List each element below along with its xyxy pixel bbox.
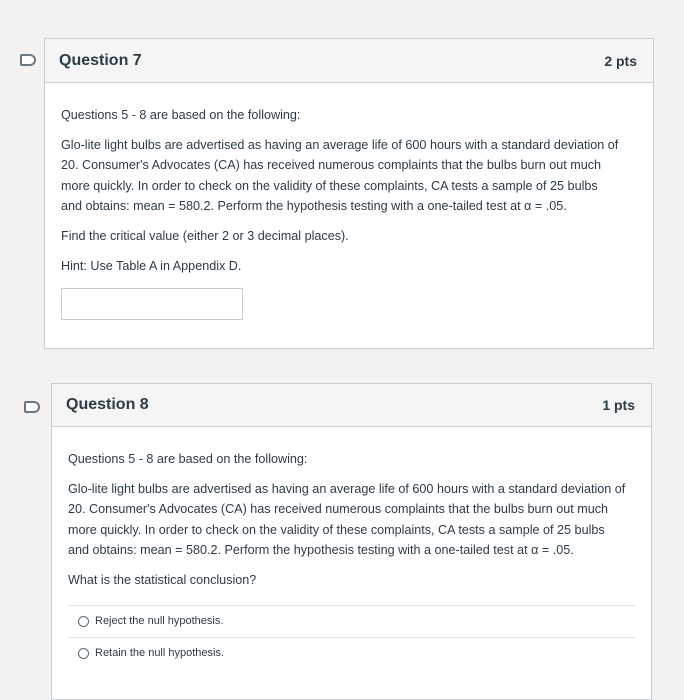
question-points: 2 pts xyxy=(604,52,637,69)
question-text-line: more quickly. In order to check on the validity of these complaints, CA tests a sample of 25 bulbs xyxy=(68,522,605,537)
flag-question-icon[interactable] xyxy=(24,401,40,413)
question-8-card xyxy=(51,383,652,700)
question-text-line: 20. Consumer's Advocates (CA) has received numerous complaints that the bulbs burn out much xyxy=(61,158,602,173)
question-points: 1 pts xyxy=(602,397,635,413)
answer-choice-reject[interactable] xyxy=(68,605,635,637)
question-prompt: Find the critical value (either 2 or 3 decimal places). xyxy=(61,228,349,243)
question-title: Question 7 xyxy=(59,51,142,69)
question-7-card xyxy=(44,38,654,349)
question-7-header xyxy=(45,39,653,83)
question-text-line: 20. Consumer's Advocates (CA) has received numerous complaints that the bulbs burn out much xyxy=(68,502,609,517)
question-prompt: What is the statistical conclusion? xyxy=(68,572,257,587)
question-title: Question 8 xyxy=(66,396,149,413)
question-8-header xyxy=(52,384,651,427)
question-text xyxy=(68,479,635,561)
choice-label: Reject the null hypothesis. xyxy=(95,614,224,627)
question-intro: Questions 5 - 8 are based on the following: xyxy=(61,108,301,122)
radio-button-icon[interactable] xyxy=(78,648,89,659)
question-hint: Hint: Use Table A in Appendix D. xyxy=(61,258,242,273)
question-text-line: Glo-lite light bulbs are advertised as having an average life of 600 hours with a standard deviation of xyxy=(68,481,626,496)
question-text-line: more quickly. In order to check on the validity of these complaints, CA tests a sample of 25 bulbs xyxy=(61,178,598,193)
answer-choice-retain[interactable] xyxy=(68,637,635,669)
flag-question-icon[interactable] xyxy=(20,54,36,66)
question-8-body xyxy=(52,427,651,669)
question-text xyxy=(61,135,637,217)
radio-button-icon[interactable] xyxy=(78,616,89,627)
answer-input[interactable] xyxy=(61,288,243,320)
question-text-line: and obtains: mean = 580.2. Perform the hypothesis testing with a one-tailed test at α = .05. xyxy=(61,199,567,214)
question-text-line: Glo-lite light bulbs are advertised as having an average life of 600 hours with a standard deviation of xyxy=(61,137,619,152)
question-7-body xyxy=(45,83,653,320)
question-text-line: and obtains: mean = 580.2. Perform the hypothesis testing with a one-tailed test at α = .05. xyxy=(68,543,574,558)
question-intro: Questions 5 - 8 are based on the following: xyxy=(68,452,308,466)
choice-label: Retain the null hypothesis. xyxy=(95,646,225,659)
answer-choices xyxy=(68,605,635,669)
